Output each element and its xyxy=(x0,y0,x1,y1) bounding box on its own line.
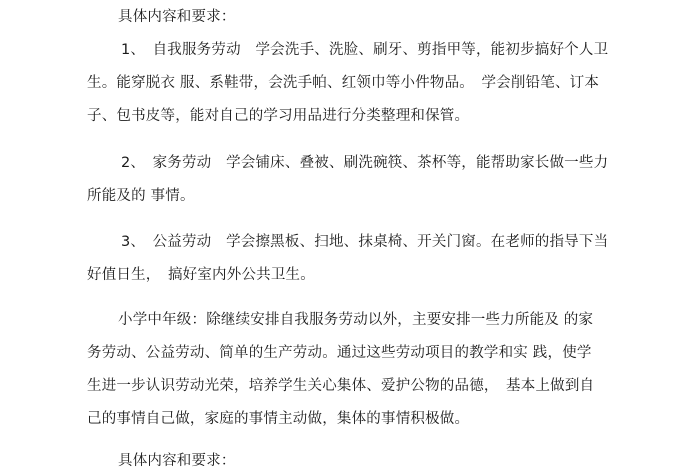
item-1-line-1: 1、 自我服务劳动 学会洗手、洗脸、刷牙、剪指甲等，能初步搞好个人卫 xyxy=(121,42,609,58)
section-heading-2: 具体内容和要求： xyxy=(118,453,236,469)
item-2-line-1: 2、 家务劳动 学会铺床、叠被、刷洗碗筷、茶杯等，能帮助家长做一些力 xyxy=(121,155,609,171)
paragraph-line-2: 务劳动、公益劳动、简单的生产劳动。通过这些劳动项目的教学和实 践，使学 xyxy=(87,345,592,361)
item-3-line-2: 好值日生， 搞好室内外公共卫生。 xyxy=(87,267,315,283)
item-1-line-3: 子、包书皮等，能对自己的学习用品进行分类整理和保管。 xyxy=(87,108,470,124)
paragraph-line-3: 生进一步认识劳动光荣，培养学生关心集体、爱护公物的品德， 基本上做到自 xyxy=(87,378,595,394)
item-1-line-2: 生。能穿脱衣 服、系鞋带，会洗手帕、红领巾等小件物品。 学会削铅笔、订本 xyxy=(87,75,600,91)
paragraph-line-1: 小学中年级：除继续安排自我服务劳动以外，主要安排一些力所能及 的家 xyxy=(118,312,594,328)
section-heading: 具体内容和要求： xyxy=(118,9,236,25)
item-3-line-1: 3、 公益劳动 学会擦黑板、扫地、抹桌椅、开关门窗。在老师的指导下当 xyxy=(121,234,609,250)
paragraph-line-4: 己的事情自己做，家庭的事情主动做，集体的事情积极做。 xyxy=(87,411,470,427)
item-2-line-2: 所能及的 事情。 xyxy=(87,188,195,204)
